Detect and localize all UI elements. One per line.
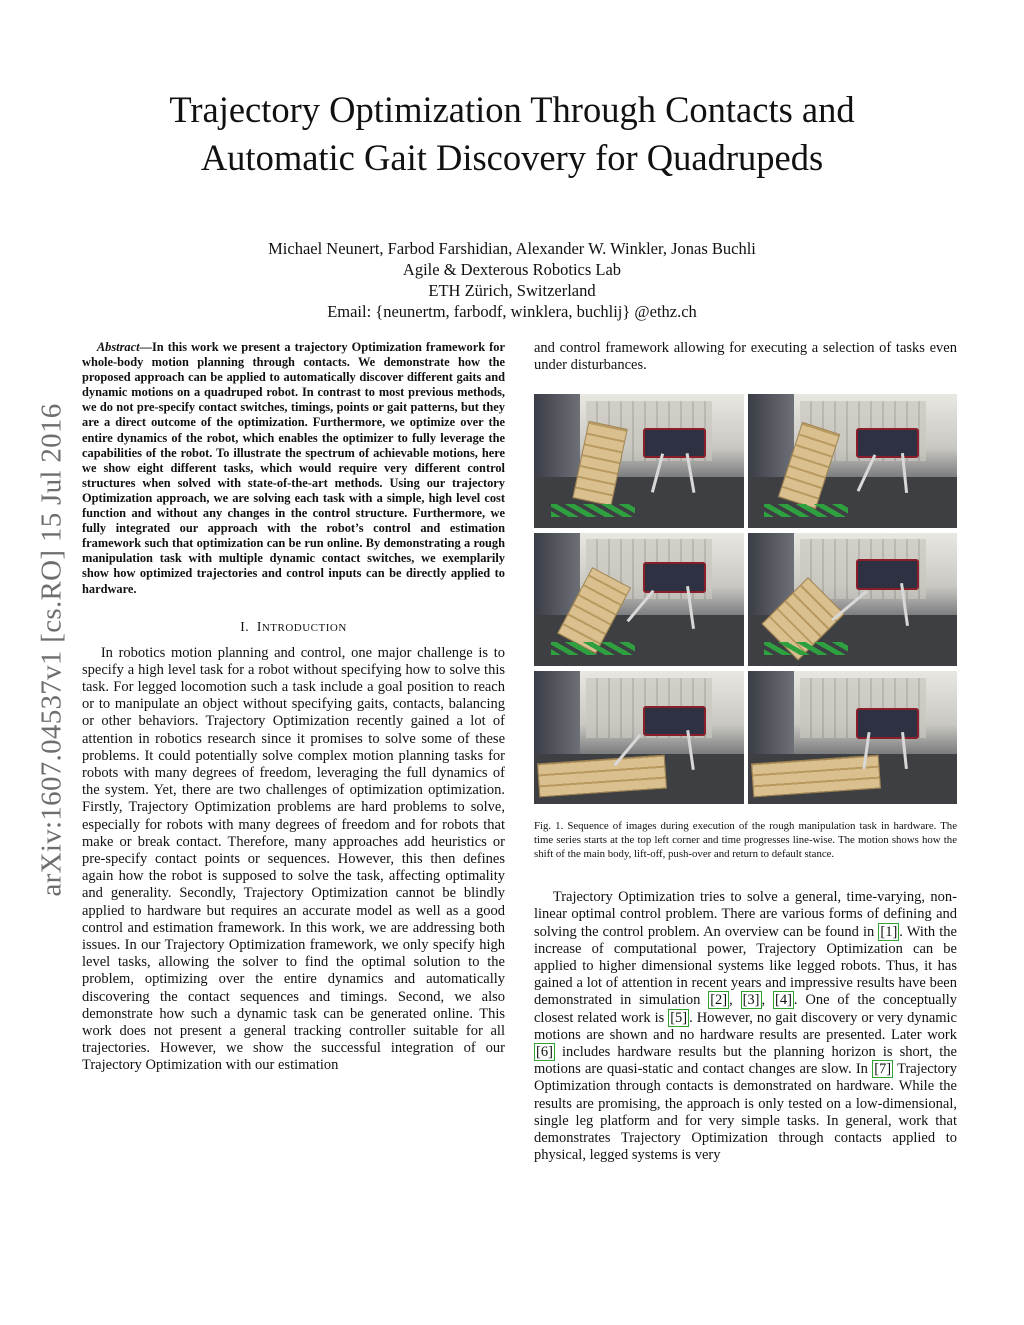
section-heading-introduction (82, 619, 505, 635)
left-column (82, 340, 505, 1075)
author-email: Email: {neunertm, farbodf, winklera, buchlij} @ethz.ch (327, 302, 697, 321)
paper-title (100, 86, 924, 182)
citation-5[interactable]: [5] (670, 1009, 688, 1026)
figure-frame-4 (748, 533, 958, 666)
figure-frame-2 (748, 394, 958, 527)
related-work-paragraph: Trajectory Optimization tries to solve a general, time-varying, non-linear optimal control problem. There are various forms of defining and solving the control problem. An overview can be found in [1] . With the increase of computational power, Trajectory Optimization can be applied to higher dimensional systems like legged robots. Thus, it has gained a lot of attention in recent years and impressive results have been demonstrated in simulation [2] , [3] , [4] . One of the conceptually closest related work is [5] . However, no gait discovery or very dynamic motions are shown and no hardware results are presented. Later work [6] includes hardware results but the planning horizon is short, the motions are quasi-static and contact changes are slow. In [7] Trajectory Optimization through contacts is demonstrated on hardware. While the results are promising, the approach is only tested on a low-dimensional, single leg platform and for very simple tasks. In general, work that demonstrates Trajectory Optimization through contacts applied to physical, legged systems is very (534, 889, 957, 1164)
figure-frame-1 (534, 394, 744, 527)
intro-paragraph: In robotics motion planning and control, one major challenge is to specify a high level task for a robot without specifying how to solve this task. For legged locomotion such a task include a goal position to reach or to manipulate an object without specifying gaits, contacts, balancing or other behaviors. Trajectory Optimization recently gained a lot of attention in robotics research since it promises to solve some of these problems. It could potentially solve complex motion planning tasks for robots with many degrees of freedom, leveraging the full dynamics of the system. Yet, there are two challenges of optimization optimization. Firstly, Trajectory Optimization problems are hard problems to solve, especially for robots with many degrees of freedom and for robots that make or break contact. Therefore, many approaches add heuristics or pre-specify contact points or sequences. However, this then defines again how the robot is supposed to solve the task, affecting optimality and generality. Secondly, Trajectory Optimization cannot be blindly applied to hardware but requires an accurate model as well as a good control and estimation framework. In this work, we are addressing both issues. In our Trajectory Optimization framework, we only specify high level tasks, allowing the solver to find the optimal solution to the problem, optimizing over the entire dynamics and automatically discovering the contact sequences and timings. Second, we also demonstrate how such a dynamic task can be generated online. This work does not present a general tracking controller suitable for all trajectories. However, we show the successful integration of our Trajectory Optimization with our estimation (82, 644, 505, 1074)
arxiv-watermark: arXiv:1607.04537v1 [cs.RO] 15 Jul 2016 (35, 403, 68, 897)
right-column (534, 340, 957, 1164)
title-line-2: Automatic Gait Discovery for Quadrupeds (200, 137, 824, 178)
author-names: Michael Neunert, Farbod Farshidian, Alexander W. Winkler, Jonas Buchli (268, 239, 756, 258)
abstract (82, 340, 505, 597)
citation-3[interactable]: [3] (742, 992, 760, 1009)
citation-1[interactable]: [1] (880, 923, 898, 940)
affiliation-institution: ETH Zürich, Switzerland (428, 281, 596, 300)
affiliation-lab: Agile & Dexterous Robotics Lab (402, 260, 622, 279)
citation-7[interactable]: [7] (874, 1061, 892, 1078)
continuation-paragraph: and control framework allowing for executing a selection of tasks even under disturbances. (534, 340, 957, 374)
author-block (100, 238, 924, 322)
section-title-rest: NTRODUCTION (261, 621, 347, 634)
title-line-1: Trajectory Optimization Through Contacts and (169, 89, 855, 130)
figure-1-caption: Fig. 1. Sequence of images during execution of the rough manipulation task in hardware. The time series starts at the top left corner and time progresses line-wise. The motion shows how the shift of the main body, lift-off, push-over and return to default stance. (534, 820, 957, 860)
abstract-label: Abstract (96, 340, 140, 354)
figure-frame-3 (534, 533, 744, 666)
citation-6[interactable]: [6] (536, 1044, 553, 1061)
figure-1-image-grid (534, 394, 957, 804)
citation-2[interactable]: [2] (710, 992, 728, 1009)
figure-frame-6 (748, 671, 958, 804)
abstract-text: —In this work we present a trajectory Optimization framework for whole-body motion planning through contacts. We demonstrate how the proposed approach can be applied to automatically discover different gaits and dynamic motions on a quadruped robot. In contrast to most previous methods, we do not pre-specify contact switches, timings, points or gait patterns, but they are a direct outcome of the optimization. Furthermore, we optimize over the entire dynamics of the robot, which enables the optimizer to fully leverage the capabilities of the robot. To illustrate the spectrum of achievable motions, here we show eight different tasks, which would require very different control structures when solved with state-of-the-art methods. Using our trajectory Optimization approach, we are solving each task with a simple, high level cost function and without any changes in the control structure. Furthermore, we fully integrated our approach with the robot’s control and estimation framework such that optimization can be run online. By demonstrating a rough manipulation task with multiple dynamic contact switches, we exemplarily show how optimized trajectories and control inputs can be directly applied to hardware. (82, 340, 505, 596)
citation-4[interactable]: [4] (775, 992, 792, 1009)
figure-frame-5 (534, 671, 744, 804)
section-title-first: I (256, 618, 262, 634)
section-number: I. (240, 618, 250, 634)
